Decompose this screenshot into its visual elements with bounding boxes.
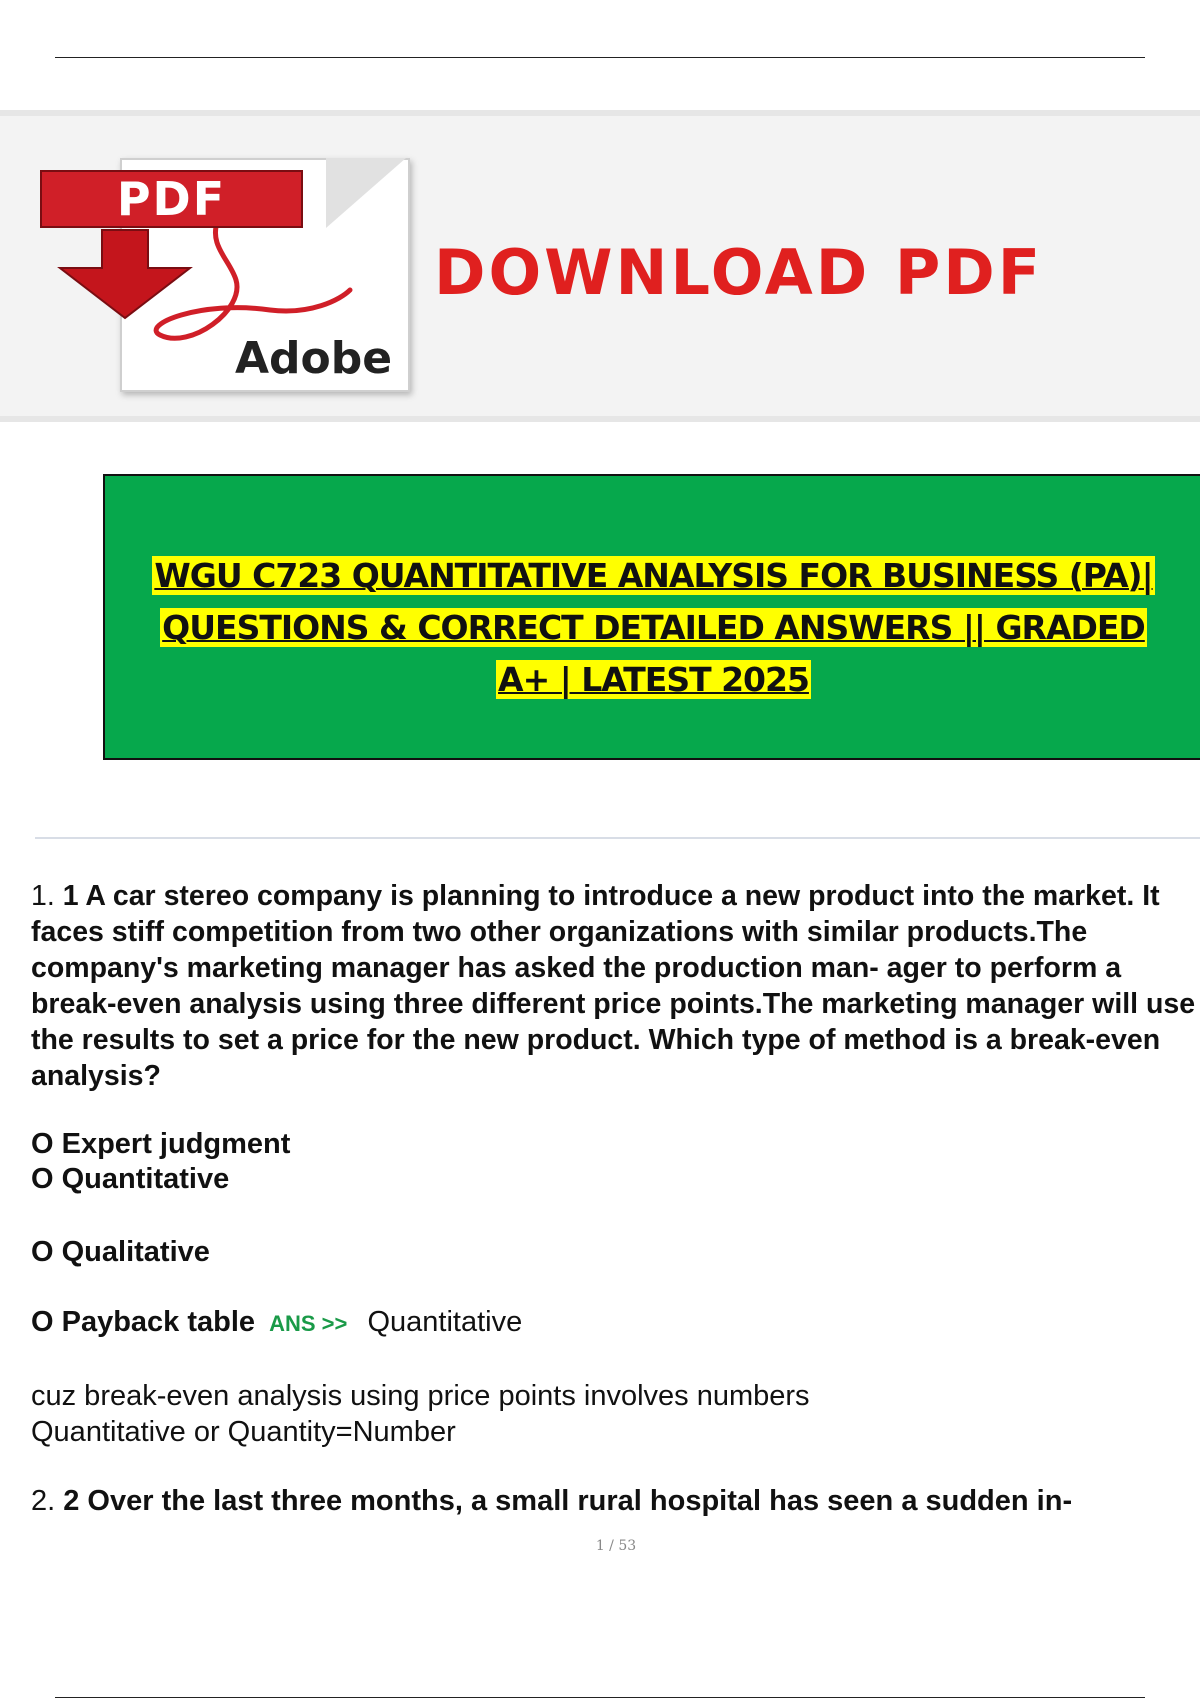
answer-value: Quantitative — [367, 1306, 523, 1338]
question-2-text — [31, 1485, 1072, 1518]
title-line-1: WGU C723 QUANTITATIVE ANALYSIS FOR BUSINESS (PA)| — [154, 556, 1153, 595]
adobe-label: Adobe — [235, 333, 393, 384]
answer-label: ANS >> — [269, 1311, 348, 1336]
explanation-line-1: cuz break-even analysis using price points involves numbers — [31, 1380, 810, 1412]
option-quantitative: O Quantitative — [31, 1163, 230, 1195]
option-payback-table: O Payback table — [31, 1306, 256, 1338]
title-line-2: QUESTIONS & CORRECT DETAILED ANSWERS || GRADED — [162, 608, 1145, 647]
section-divider — [35, 837, 1200, 839]
adobe-pdf-download-icon[interactable] — [40, 150, 420, 400]
question-number: 1. — [31, 880, 55, 912]
pdf-label: PDF — [40, 170, 303, 228]
explanation-line-2: Quantitative or Quantity=Number — [31, 1416, 456, 1448]
option-expert-judgment: O Expert judgment — [31, 1128, 291, 1160]
bottom-rule — [55, 1697, 1145, 1698]
question-number: 2. — [31, 1485, 56, 1517]
question-body: 1 A car stereo company is planning to introduce a new product into the market. It faces stiff competition from two other organizations with similar products.The company's marketing manager has asked the production man- ager to perform a break-even analysis using three different price points.The marketing manager will use the results to set a price for the new product. Which type of method is a break-even analysis? — [31, 880, 1196, 1092]
option-payback-table-row — [31, 1306, 522, 1339]
page-indicator: 1 / 53 — [595, 1538, 637, 1554]
download-pdf-heading[interactable]: DOWNLOAD PDF — [434, 236, 1044, 309]
question-body: 2 Over the last three months, a small rural hospital has seen a sudden in- — [63, 1485, 1073, 1517]
document-title-box — [103, 474, 1200, 760]
option-qualitative: O Qualitative — [31, 1236, 210, 1268]
title-line-3: A+ | LATEST 2025 — [498, 660, 809, 699]
question-1-text — [31, 878, 1196, 1094]
answer-explanation — [31, 1378, 810, 1450]
top-rule — [55, 57, 1145, 58]
